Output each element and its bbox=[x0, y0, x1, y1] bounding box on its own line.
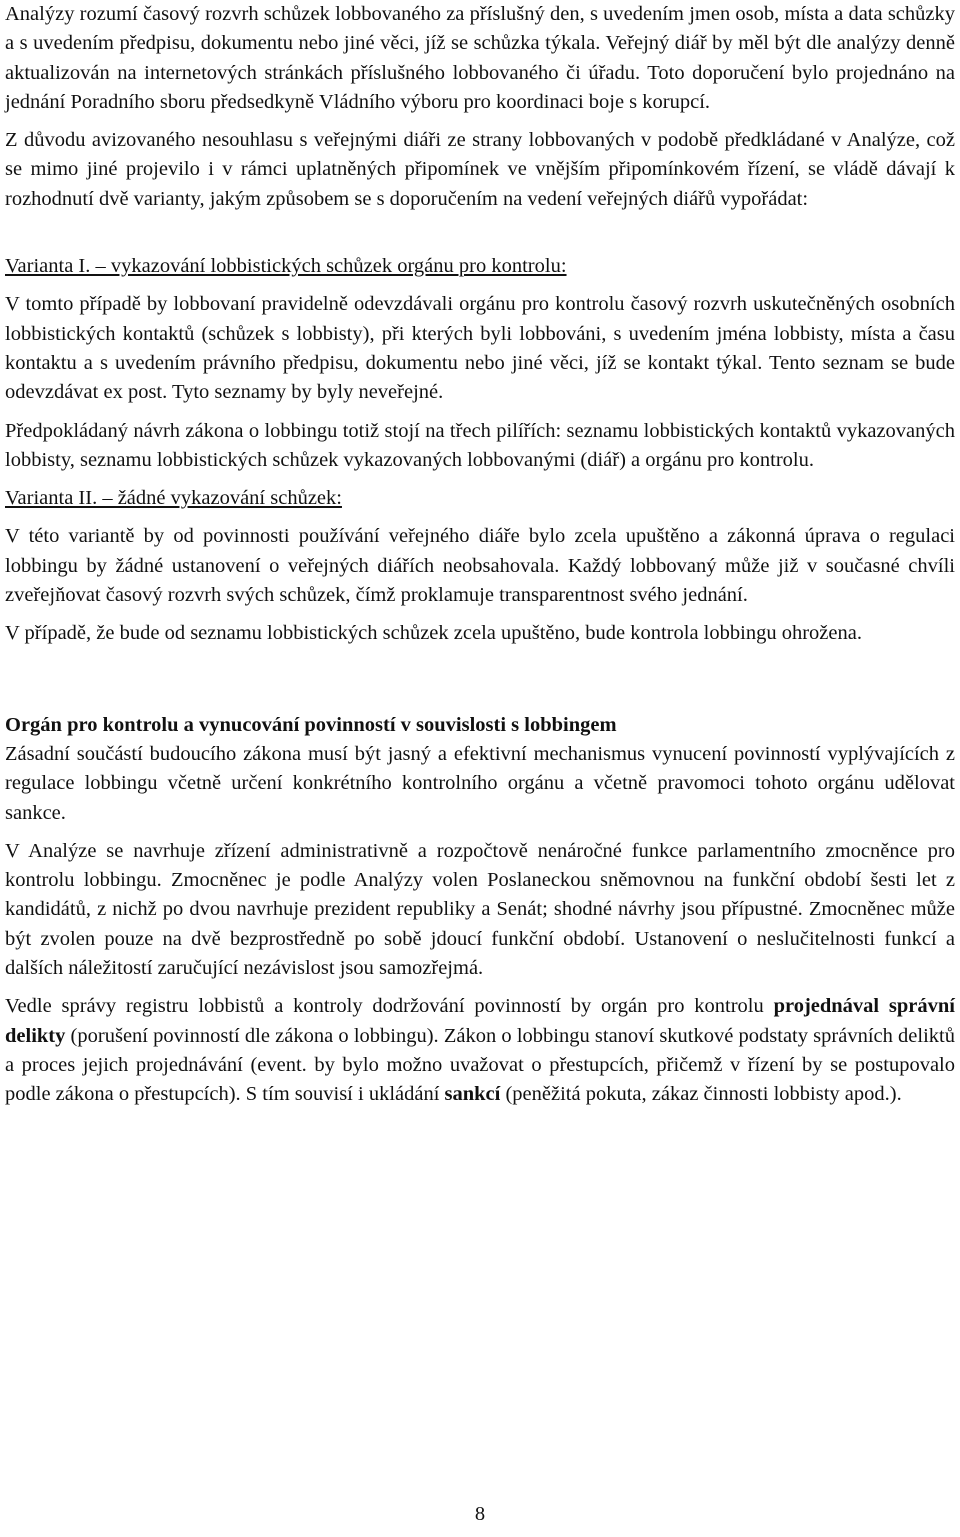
paragraph-variant-2: V této variantě by od povinnosti používání veřejného diáře bylo zcela upuštěno a zákonná úprava o regulaci lobbingu by žádné ustanovení o veřejných diářích neobsahovala. Každý lobbovaný může již v současné chvíli zveřejňovat časový rozvrh svých schůzek, čímž proklamuje transparentnost svého jednání. bbox=[5, 525, 955, 607]
section-heading: Orgán pro kontrolu a vynucování povinností v souvislosti s lobbingem bbox=[5, 713, 617, 736]
text-segment: (porušení povinností dle zákona o lobbingu). Zákon o lobbingu stanoví skutkové podstaty správních deliktů a proces jejich projednávání (event. by bylo možno uvažovat o přestupcích, přičemž v řízení by se postupovalo podle zákona o přestupcích). S tím souvisí i ukládání bbox=[5, 1024, 955, 1106]
paragraph-variants-intro: Z důvodu avizovaného nesouhlasu s veřejnými diáři ze strany lobbovaných v podobě předkládané v Analýze, což se mimo jiné projevilo i v rámci uplatněných připomínek ve vnějším připomínkovém řízení, se vládě dávají k rozhodnutí dvě varianty, jakým způsobem se s doporučením na vedení veřejných diářů vypořádat: bbox=[5, 129, 955, 210]
text-segment: Vedle správy registru lobbistů a kontroly dodržování povinností by orgán pro kontrolu bbox=[5, 995, 774, 1018]
paragraph-diary-definition: Analýzy rozumí časový rozvrh schůzek lobbovaného za příslušný den, s uvedením jmen osob, místa a data schůzky a s uvedením předpisu, dokumentu nebo jiné věci, jíž se schůzka týkala. Veřejný diář by měl být dle analýzy denně aktualizován na internetových stránkách příslušného lobbovaného či úřadu. Toto doporučení bylo projednáno na jednání Poradního sboru předsedkyně Vládního výboru pro koordinaci boje s korupcí. bbox=[5, 3, 955, 113]
paragraph-commissioner: V Analýze se navrhuje zřízení administrativně a rozpočtově nenáročné funkce parlamentního zmocněnce pro kontrolu lobbingu. Zmocněnec je podle Analýzy volen Poslaneckou sněmovnou na funkční období šesti let z kandidátů, z nichž po dvou navrhuje prezident republiky a Senát; shodné návrhy jsou přípustné. Zmocněnec může být zvolen pouze na dvě bezprostředně po sobě jdoucí funkční období. Ustanovení o neslučitelnosti funkcí a dalších náležitostí zaručující nezávislost jsou samozřejmá. bbox=[5, 839, 955, 980]
paragraph-variant-1: V tomto případě by lobbovaní pravidelně odevzdávali orgánu pro kontrolu časový rozvrh uskutečněných osobních lobbistických kontaktů (schůzek s lobbisty), při kterých byli lobbováni, s uvedením jména lobbisty, místa a času kontaktu a s uvedením právního předpisu, dokumentu nebo jiné věci, jíž se kontakt týkal. Tento seznam se bude odevzdávat ex post. Tyto seznamy by byly neveřejné. bbox=[5, 293, 955, 404]
bold-offences: projednával správní delikty bbox=[5, 995, 955, 1047]
paragraph-control-threat: V případě, že bude od seznamu lobbistických schůzek zcela upuštěno, bude kontrola lobbingu ohrožena. bbox=[5, 622, 862, 645]
paragraph-administrative-offences bbox=[5, 992, 955, 1109]
document-page bbox=[5, 0, 955, 1110]
variant-1-heading: Varianta I. – vykazování lobbistických schůzek orgánu pro kontrolu: bbox=[5, 255, 567, 278]
bold-sanctions: sankcí bbox=[444, 1083, 501, 1106]
variant-2-heading: Varianta II. – žádné vykazování schůzek: bbox=[5, 487, 342, 510]
paragraph-enforcement: Zásadní součástí budoucího zákona musí být jasný a efektivní mechanismus vynucení povinností vyplývajících z regulace lobbingu včetně určení konkrétního kontrolního orgánu a včetně pravomoci tohoto orgánu udělovat sankce. bbox=[5, 742, 955, 824]
text-segment: (peněžitá pokuta, zákaz činnosti lobbisty apod.). bbox=[500, 1083, 902, 1106]
paragraph-three-pillars: Předpokládaný návrh zákona o lobbingu totiž stojí na třech pilířích: seznamu lobbistických kontaktů vykazovaných lobbisty, seznamu lobbistických schůzek vykazovaných lobbovanými (diář) a orgánu pro kontrolu. bbox=[5, 419, 955, 471]
page-number: 8 bbox=[474, 1503, 486, 1525]
